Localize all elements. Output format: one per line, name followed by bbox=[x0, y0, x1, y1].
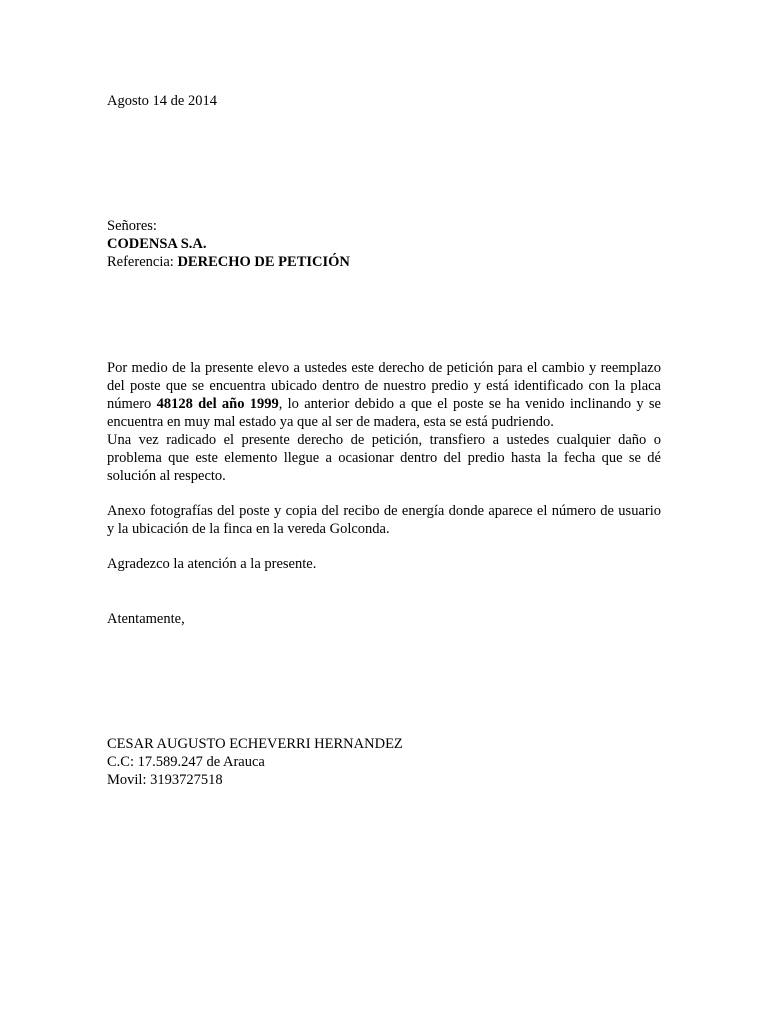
paragraph-request: Por medio de la presente elevo a ustedes este derecho de petición para el cambio y reemplazo del poste que se encuentra ubicado dentro de nuestro predio y está identificado con la placa número 48128 del año 1999, lo anterior debido a que el poste se ha venido inclinando y se encuentra en muy mal estado ya que al ser de madera, esta se está pudriendo. bbox=[107, 360, 661, 430]
signer-id: C.C: 17.589.247 de Arauca bbox=[107, 754, 265, 770]
signer-name: CESAR AUGUSTO ECHEVERRI HERNANDEZ bbox=[107, 736, 403, 752]
paragraph-liability: Una vez radicado el presente derecho de petición, transfiero a ustedes cualquier daño o problema que este elemento llegue a ocasionar dentro del predio hasta la fecha que se dé solución al respecto. bbox=[107, 432, 661, 484]
company-name: CODENSA S.A. bbox=[107, 236, 207, 252]
signature-block bbox=[107, 735, 403, 789]
reference-line bbox=[107, 253, 350, 271]
plate-number: 48128 del año 1999 bbox=[156, 396, 279, 412]
recipient-block bbox=[107, 217, 350, 271]
reference-label: Referencia: bbox=[107, 254, 174, 270]
letter-date: Agosto 14 de 2014 bbox=[107, 93, 217, 109]
salutation: Señores: bbox=[107, 218, 157, 234]
closing-line: Atentamente, bbox=[107, 611, 185, 627]
reference-value: DERECHO DE PETICIÓN bbox=[177, 254, 350, 270]
letter-body bbox=[107, 359, 661, 573]
paragraph-attachments: Anexo fotografías del poste y copia del recibo de energía donde aparece el número de usuario y la ubicación de la finca en la vereda Golconda. bbox=[107, 503, 661, 537]
paragraph-thanks: Agradezco la atención a la presente. bbox=[107, 556, 317, 572]
signer-phone: Movil: 3193727518 bbox=[107, 772, 223, 788]
